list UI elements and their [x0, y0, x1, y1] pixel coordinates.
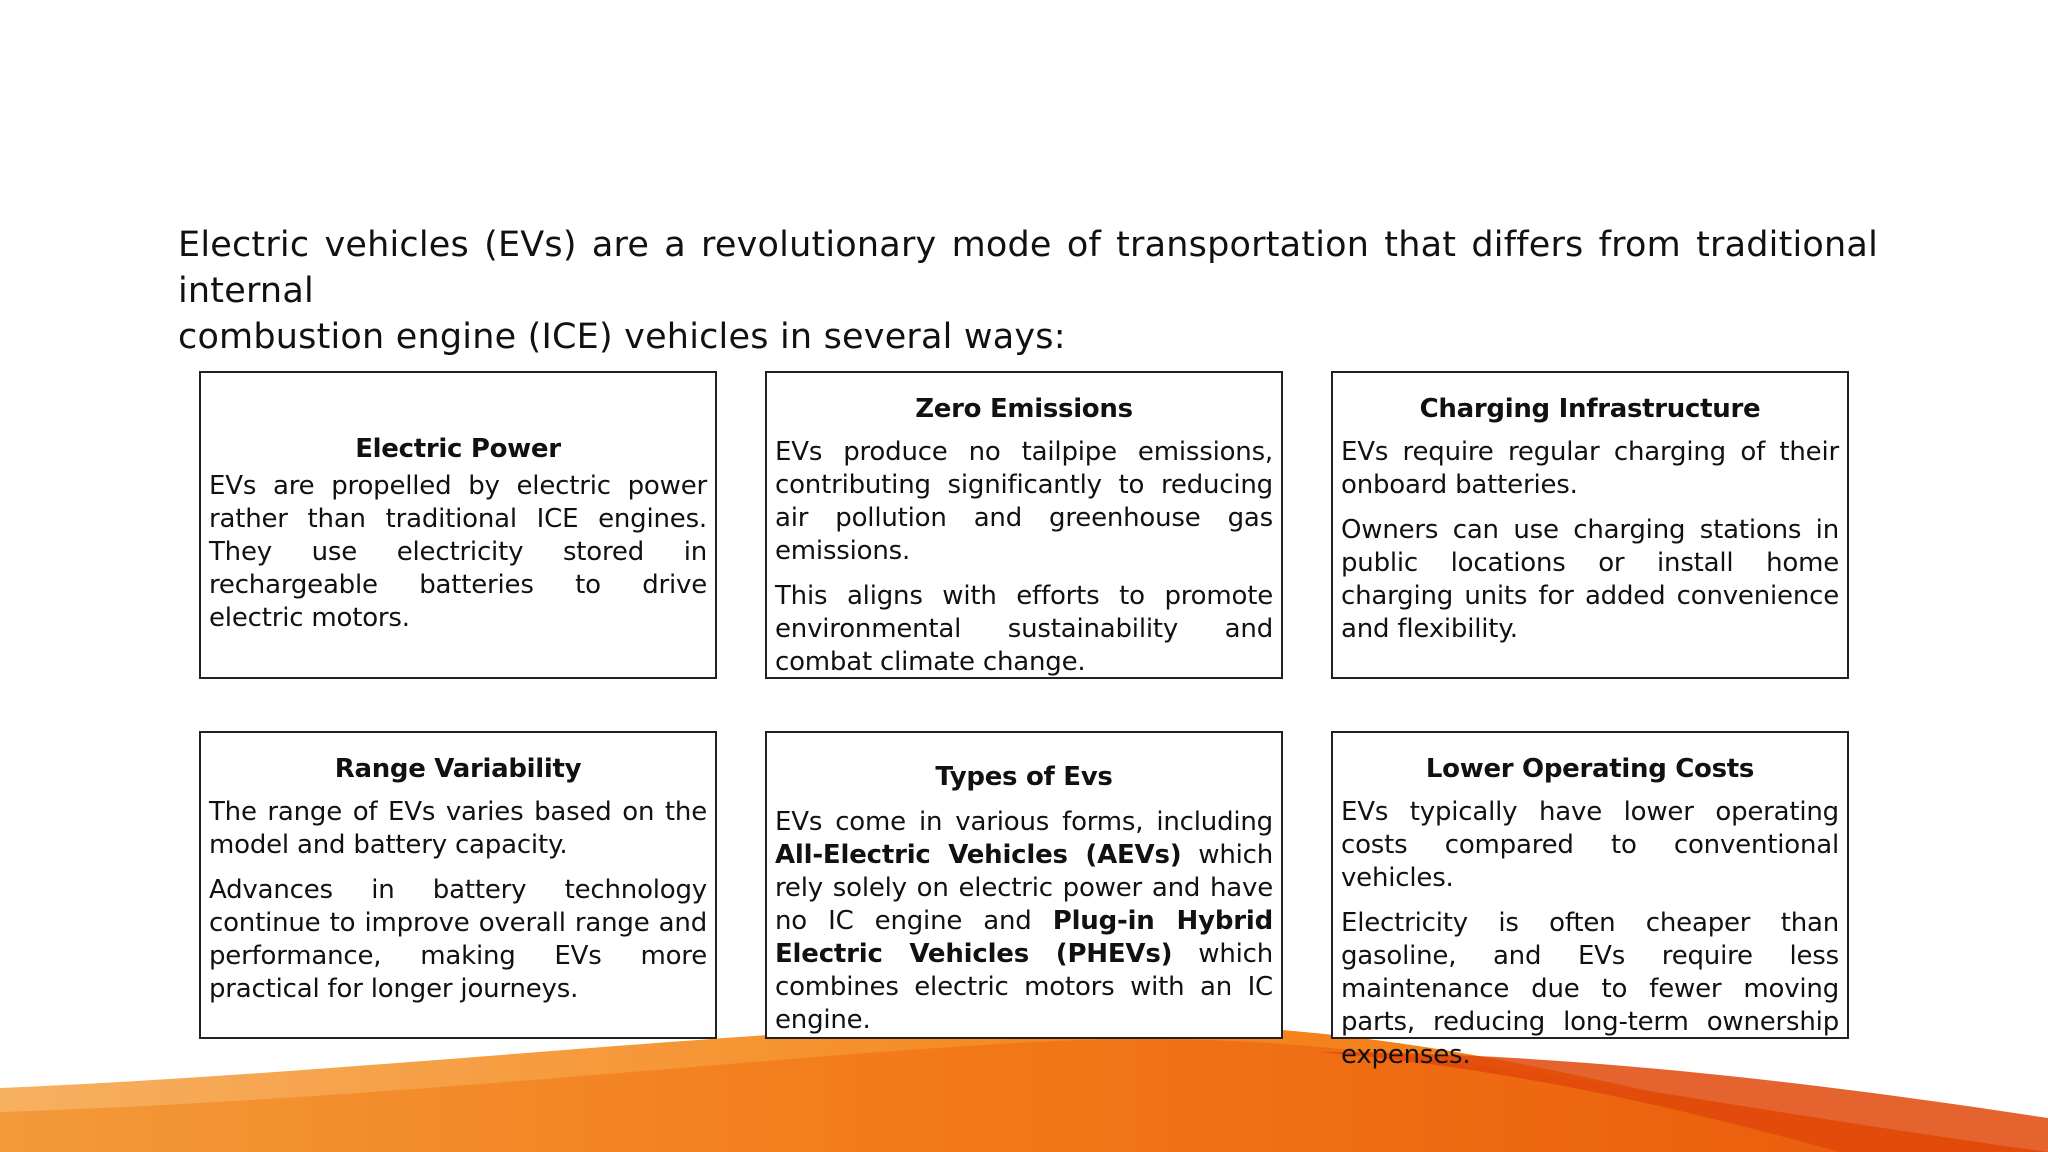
card-electric-power — [199, 371, 717, 679]
card-lower-operating-costs — [1331, 731, 1849, 1070]
card-text: EVs typically have lower operating costs compared to conventional vehicles. — [1341, 797, 1839, 893]
card-types-of-evs — [765, 731, 1283, 1039]
bold-term-aev: All-Electric Vehicles (AEVs) — [775, 840, 1182, 870]
intro-line-1: Electric vehicles (EVs) are a revolutionary mode of transportation that differs from traditional internal — [178, 225, 1878, 311]
intro-paragraph — [178, 222, 1878, 360]
card-text: Advances in battery technology continue to improve overall range and performance, making EVs more practical for longer journeys. — [209, 875, 707, 1004]
card-text: This aligns with efforts to promote environmental sustainability and combat climate change. — [775, 581, 1273, 677]
card-title: Types of Evs — [935, 762, 1113, 792]
text-segment: which rely solely on electric power and have no IC engine and — [775, 840, 1273, 936]
card-title: Electric Power — [355, 434, 561, 464]
intro-line-2: combustion engine (ICE) vehicles in several ways: — [178, 317, 1066, 357]
card-text: EVs are propelled by electric power rather than traditional ICE engines. They use electricity stored in rechargeable batteries to drive electric motors. — [209, 471, 707, 633]
card-title: Range Variability — [334, 754, 582, 784]
card-charging-infrastructure — [1331, 371, 1849, 679]
card-text: EVs require regular charging of their onboard batteries. — [1341, 437, 1839, 500]
card-zero-emissions — [765, 371, 1283, 679]
card-range-variability — [199, 731, 717, 1039]
card-text: EVs produce no tailpipe emissions, contributing significantly to reducing air pollution and greenhouse gas emissions. — [775, 437, 1273, 566]
text-segment: which combines electric motors with an IC engine. — [775, 939, 1274, 1035]
card-text: Owners can use charging stations in public locations or install home charging units for added convenience and flexibility. — [1341, 515, 1839, 644]
card-title: Lower Operating Costs — [1425, 754, 1755, 784]
card-title: Charging Infrastructure — [1419, 394, 1761, 424]
bold-term-phev: Plug-in Hybrid Electric Vehicles (PHEVs) — [775, 906, 1273, 969]
card-text: The range of EVs varies based on the model and battery capacity. — [209, 797, 707, 860]
card-text — [775, 806, 1273, 1037]
card-title: Zero Emissions — [915, 394, 1133, 424]
card-text: Electricity is often cheaper than gasoline, and EVs require less maintenance due to fewer moving parts, reducing long-term ownership expenses. — [1341, 908, 1839, 1070]
text-segment: EVs come in various forms, including — [775, 807, 1273, 837]
